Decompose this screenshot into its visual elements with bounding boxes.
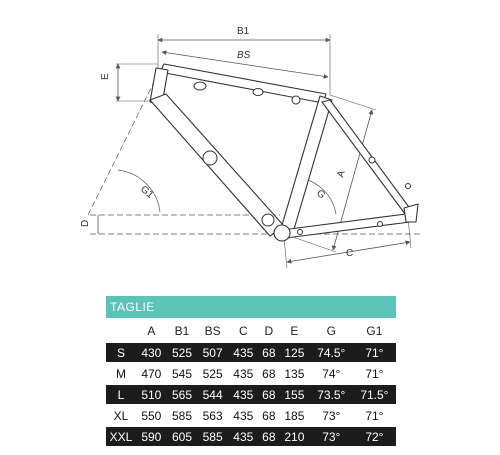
geometry-table — [106, 319, 396, 448]
table-cell: 135 — [279, 364, 310, 383]
bike-frame — [150, 64, 418, 241]
table-row — [106, 427, 396, 446]
size-cell: M — [106, 364, 136, 383]
angle-g1 — [88, 70, 160, 215]
cable-guide-rear — [292, 96, 300, 104]
table-cell: 210 — [279, 427, 310, 446]
size-cell: XXL — [106, 427, 136, 446]
table-cell: 585 — [167, 406, 198, 425]
table-cell: 585 — [197, 427, 228, 446]
table-cell: 185 — [279, 406, 310, 425]
stay-boss-2 — [406, 184, 411, 189]
table-cell: 68 — [259, 343, 279, 362]
label-d: D — [80, 219, 91, 227]
header-cell: E — [290, 324, 299, 338]
table-cell: 435 — [228, 406, 259, 425]
header-cell: G1 — [366, 324, 383, 338]
table-cell: 73° — [310, 427, 353, 446]
header-cell: B1 — [174, 324, 190, 338]
label-g1: G1 — [138, 183, 156, 201]
table-cell: 550 — [136, 406, 167, 425]
size-cell: S — [106, 343, 136, 362]
label-bs: BS — [237, 50, 251, 61]
label-g: G — [314, 187, 328, 202]
cable-guide-top — [194, 82, 206, 90]
header-cell — [106, 321, 136, 341]
table-cell: 155 — [279, 385, 310, 404]
header-cell: A — [147, 324, 156, 338]
table-cell: 125 — [279, 343, 310, 362]
table-cell: 605 — [167, 427, 198, 446]
table-cell: 525 — [167, 343, 198, 362]
label-b1: B1 — [237, 26, 250, 37]
table-cell: 565 — [167, 385, 198, 404]
header-cell: D — [264, 324, 274, 338]
bottle-boss — [262, 214, 274, 226]
header-cell: G — [326, 324, 336, 338]
chainstay-boss — [378, 222, 383, 227]
table-cell: 430 — [136, 343, 167, 362]
table-cell: 71.5° — [353, 385, 396, 404]
table-cell: 435 — [228, 385, 259, 404]
table-title: TAGLIE — [110, 300, 155, 314]
down-tube-port — [203, 151, 217, 165]
size-cell: XL — [106, 406, 136, 425]
table-cell: 68 — [259, 427, 279, 446]
table-cell: 72° — [353, 427, 396, 446]
seat-stay — [322, 100, 414, 218]
size-cell: L — [106, 385, 136, 404]
table-row — [106, 343, 396, 362]
dimension-e — [100, 64, 158, 101]
table-cell: 68 — [259, 406, 279, 425]
table-cell: 71° — [353, 364, 396, 383]
table-cell: 71° — [353, 406, 396, 425]
stay-boss-1 — [369, 157, 375, 163]
table-row — [106, 406, 396, 425]
table-title-bar — [106, 296, 396, 318]
label-e: E — [100, 73, 111, 80]
cable-guide-mid — [253, 89, 263, 96]
size-table — [106, 296, 396, 448]
table-cell: 507 — [197, 343, 228, 362]
table-cell: 435 — [228, 364, 259, 383]
table-cell: 68 — [259, 385, 279, 404]
bb-boss — [298, 230, 303, 235]
table-cell: 435 — [228, 343, 259, 362]
table-cell: 435 — [228, 427, 259, 446]
table-row — [106, 385, 396, 404]
table-cell: 510 — [136, 385, 167, 404]
table-cell: 470 — [136, 364, 167, 383]
table-cell: 71° — [353, 343, 396, 362]
table-cell: 590 — [136, 427, 167, 446]
label-c: C — [346, 248, 354, 259]
label-a: A — [335, 169, 348, 179]
bottom-bracket — [274, 225, 290, 241]
table-cell: 73.5° — [310, 385, 353, 404]
table-row — [106, 364, 396, 383]
top-tube — [160, 64, 326, 103]
table-cell: 74° — [310, 364, 353, 383]
table-cell: 74.5° — [310, 343, 353, 362]
table-cell: 68 — [259, 364, 279, 383]
table-cell: 73° — [310, 406, 353, 425]
seat-tube — [280, 96, 332, 236]
table-cell: 563 — [197, 406, 228, 425]
table-header-row — [106, 321, 396, 341]
header-cell: BS — [204, 324, 221, 338]
table-cell: 545 — [167, 364, 198, 383]
table-cell: 544 — [197, 385, 228, 404]
header-cell: C — [238, 324, 248, 338]
table-cell: 525 — [197, 364, 228, 383]
